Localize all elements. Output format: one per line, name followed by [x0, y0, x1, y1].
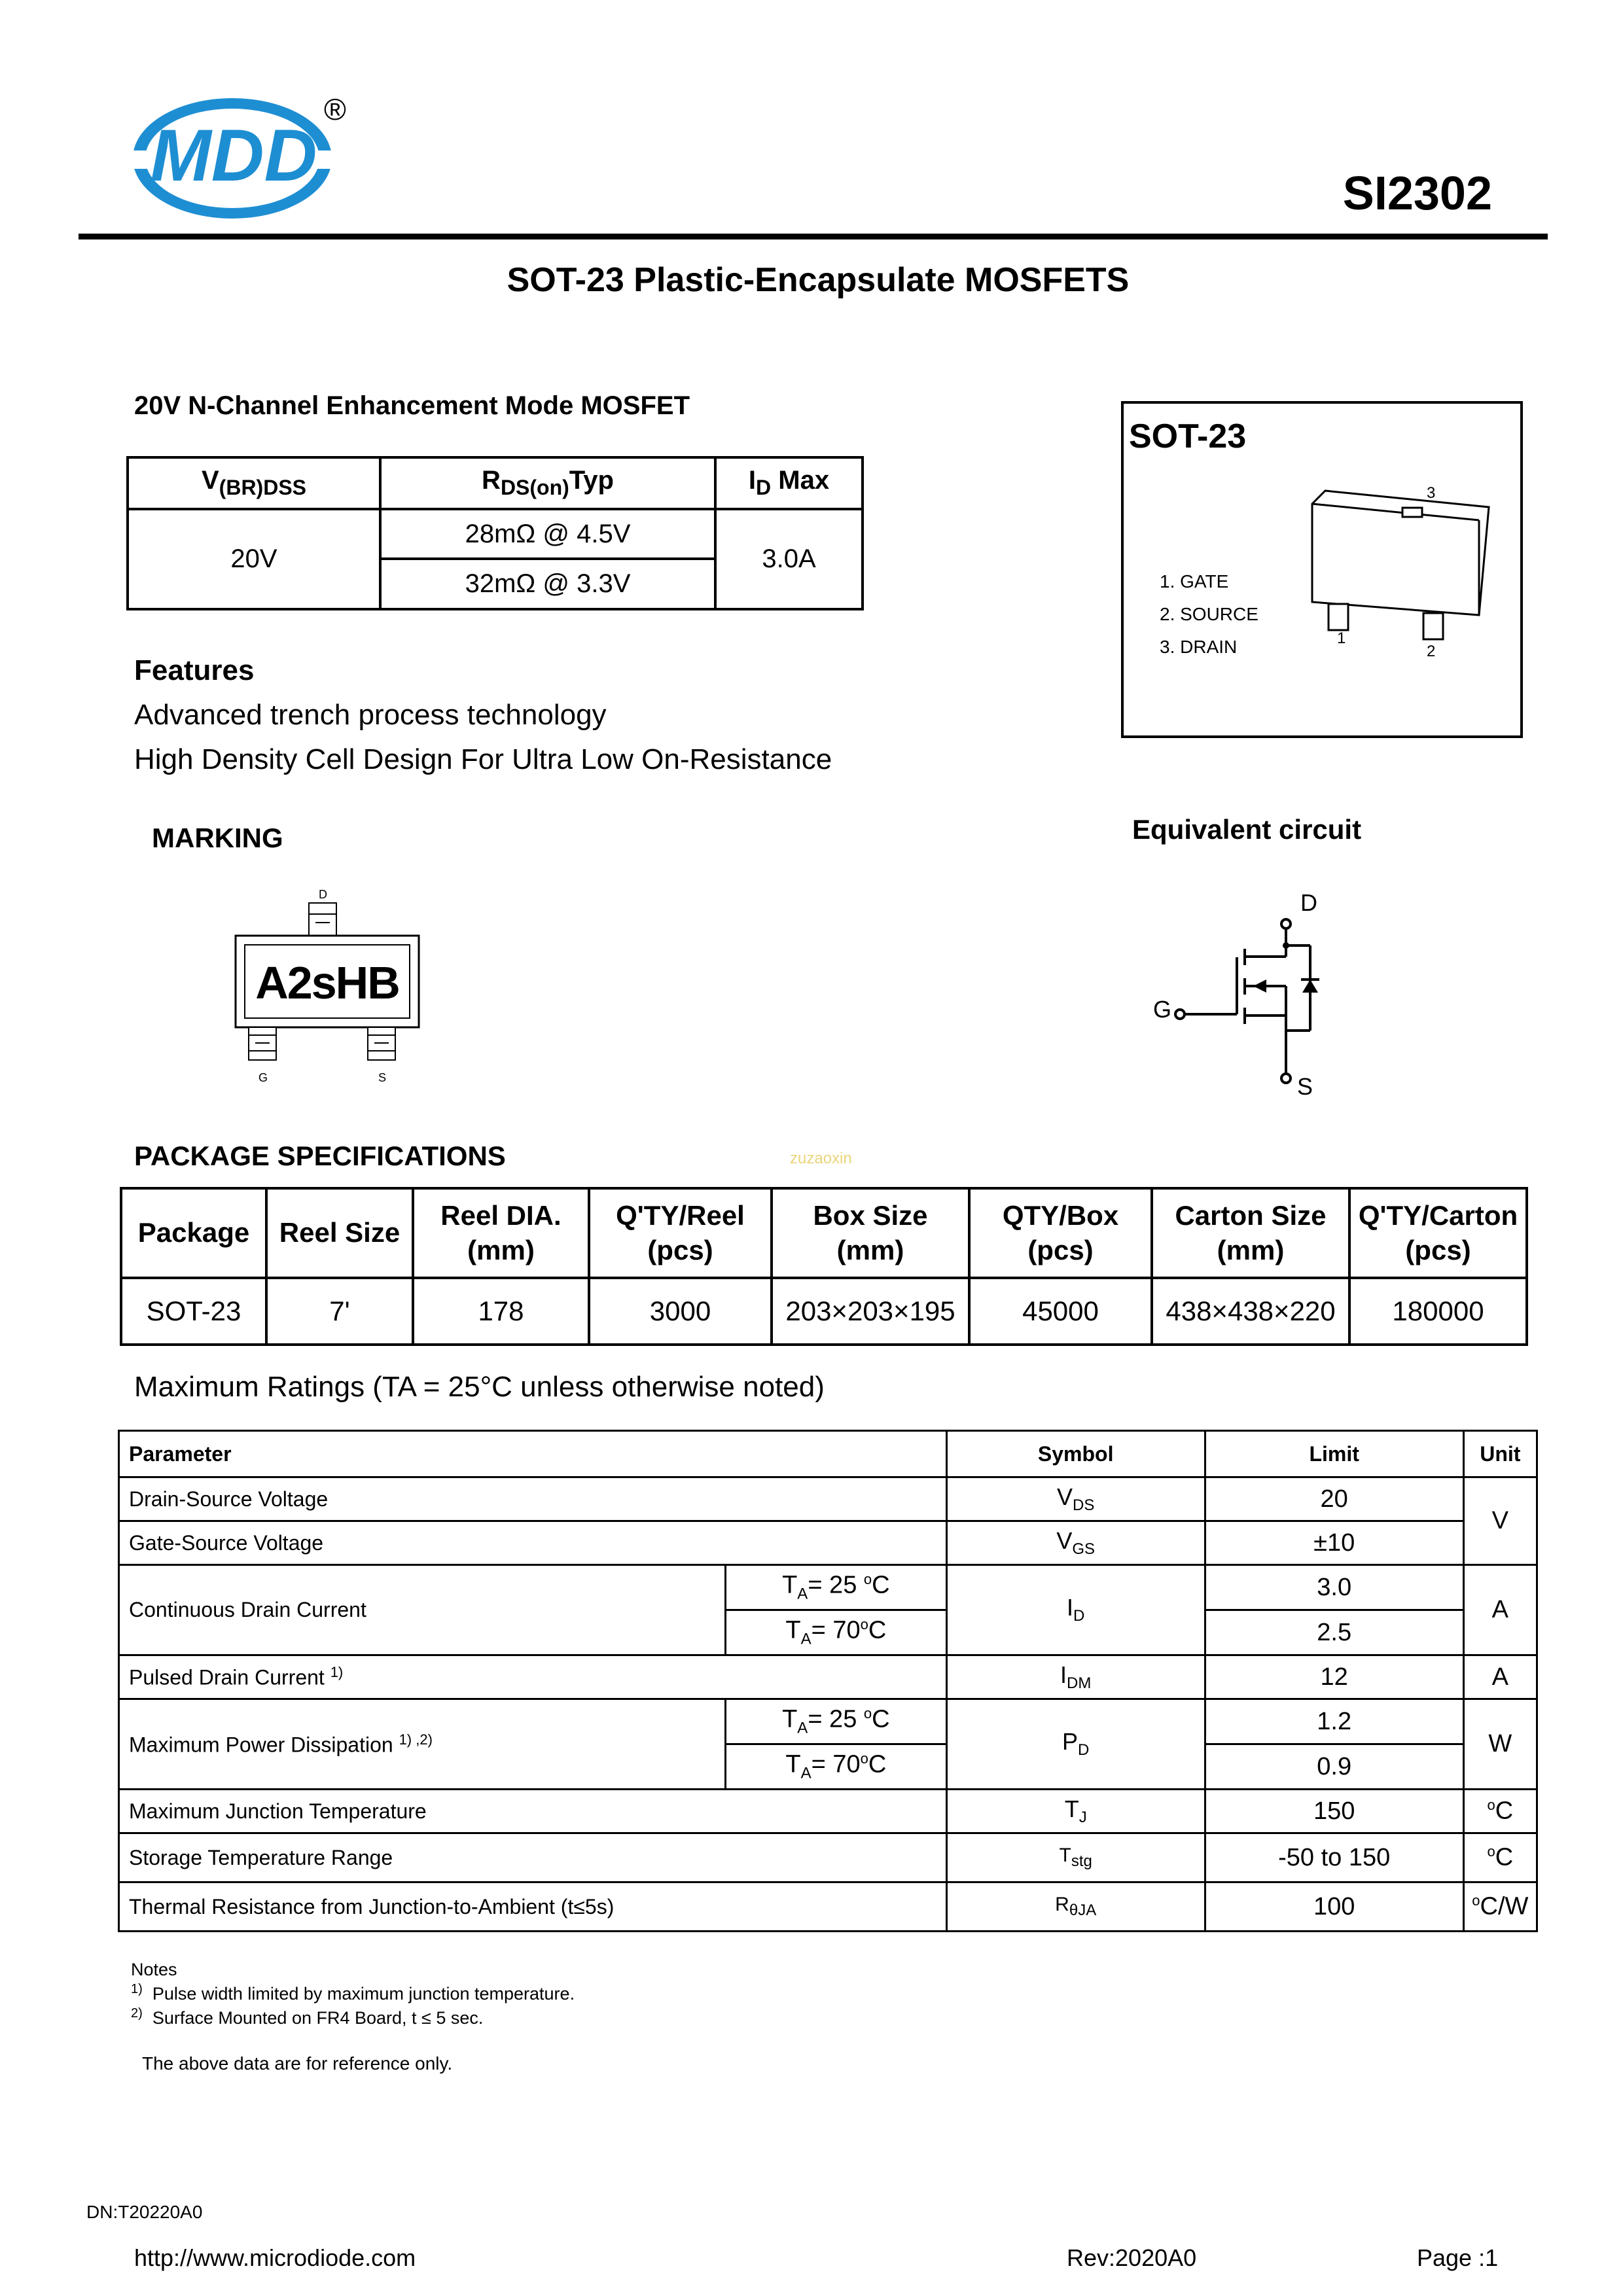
mr-param: Gate-Source Voltage — [119, 1521, 947, 1565]
summary-vbr-value: 20V — [128, 509, 380, 609]
max-ratings-heading: Maximum Ratings (TA = 25°C unless otherwise noted) — [134, 1371, 825, 1403]
page-title: SOT-23 Plastic-Encapsulate MOSFETS — [507, 261, 1130, 299]
mr-symbol: $T_{stg}$ — [946, 1833, 1205, 1882]
notes-heading: Notes — [131, 1960, 177, 1979]
mr-limit: 12 — [1205, 1655, 1463, 1699]
mr-unit: $^o$C — [1463, 1833, 1537, 1882]
marking-pin-s: S — [378, 1071, 387, 1084]
package-box-title: SOT-23 — [1129, 417, 1247, 455]
marking-pin-g: G — [259, 1071, 268, 1084]
summary-heading: 20V N-Channel Enhancement Mode MOSFET — [134, 391, 690, 420]
pkg-header-cell: Reel DIA. (mm) — [413, 1188, 589, 1278]
circuit-label-s: S — [1297, 1073, 1313, 1100]
note-1: $^{1)}$ Pulse width limited by maximum junction temperature. — [131, 1982, 575, 2004]
features-heading: Features — [134, 654, 255, 686]
mr-unit: $^o$C/W — [1463, 1882, 1537, 1932]
mr-symbol: $I_D$ — [946, 1565, 1205, 1655]
circuit-label-g: G — [1153, 996, 1172, 1023]
pin-number-3: 3 — [1427, 484, 1436, 502]
circuit-label-d: D — [1300, 889, 1317, 916]
package-specs-heading: PACKAGE SPECIFICATIONS — [134, 1140, 506, 1171]
mr-unit: $^o$C — [1463, 1790, 1537, 1833]
mr-limit: 100 — [1205, 1882, 1463, 1932]
mr-param: Storage Temperature Range — [119, 1833, 947, 1882]
reference-note: The above data are for reference only. — [142, 2053, 453, 2074]
equivalent-circuit-heading: Equivalent circuit — [1132, 814, 1362, 845]
max-ratings-table — [118, 1430, 1538, 1932]
document-number: DN:T20220A0 — [86, 2202, 203, 2222]
marking-code: A2sHB — [255, 957, 399, 1008]
mr-unit: A — [1463, 1655, 1537, 1699]
mr-limit: 150 — [1205, 1790, 1463, 1833]
summary-id-value: 3.0A — [715, 509, 863, 609]
pkg-cell: 45000 — [969, 1278, 1152, 1345]
pkg-header-cell: Q'TY/Carton (pcs) — [1349, 1188, 1527, 1278]
mr-limit: 1.2 — [1205, 1699, 1463, 1744]
pin-number-1: 1 — [1337, 629, 1346, 647]
mr-header-parameter: Parameter — [119, 1431, 947, 1477]
mr-unit: V — [1463, 1477, 1537, 1565]
mr-symbol: $I_{DM}$ — [946, 1655, 1205, 1699]
website-link[interactable]: http://www.microdiode.com — [134, 2244, 416, 2271]
mr-symbol: $V_{GS}$ — [946, 1521, 1205, 1565]
mr-symbol: $V_{DS}$ — [946, 1477, 1205, 1521]
mr-symbol: $R_{\theta JA}$ — [946, 1882, 1205, 1932]
note-2: $^{2)}$ Surface Mounted on FR4 Board, t ≤ 5 sec. — [131, 2006, 484, 2028]
mr-header-unit: Unit — [1463, 1431, 1537, 1477]
mr-unit: A — [1463, 1565, 1537, 1655]
mr-condition: $T_A= 25$ $^o$C — [726, 1699, 947, 1744]
mr-param: Maximum Power Dissipation $^{1) ,2)}$ — [119, 1699, 726, 1790]
pkg-cell: 438×438×220 — [1152, 1278, 1349, 1345]
pkg-cell: 7' — [266, 1278, 413, 1345]
pin-label-gate: 1. GATE — [1160, 571, 1229, 592]
pkg-cell: 180000 — [1349, 1278, 1527, 1345]
summary-rds-value-1: 28mΩ @ 4.5V — [380, 509, 715, 559]
mr-param: Pulsed Drain Current $^{1)}$ — [119, 1655, 947, 1699]
mr-param: Drain-Source Voltage — [119, 1477, 947, 1521]
mr-limit: 3.0 — [1205, 1565, 1463, 1610]
mr-param: Thermal Resistance from Junction-to-Ambient (t≤5s) — [119, 1882, 947, 1932]
mr-symbol: $T_J$ — [946, 1790, 1205, 1833]
pkg-cell: 3000 — [589, 1278, 772, 1345]
notes-block — [131, 1960, 575, 2028]
mr-unit: W — [1463, 1699, 1537, 1790]
pkg-header-cell: Package — [121, 1188, 266, 1278]
pkg-header-cell: Carton Size (mm) — [1152, 1188, 1349, 1278]
pkg-cell: 178 — [413, 1278, 589, 1345]
marking-pin-d: D — [319, 888, 327, 901]
pin-label-drain: 3. DRAIN — [1160, 637, 1238, 657]
package-specs-table — [120, 1187, 1528, 1346]
mr-limit: 0.9 — [1205, 1744, 1463, 1790]
logo-text: MDD — [150, 115, 317, 196]
mr-limit: 20 — [1205, 1477, 1463, 1521]
pkg-cell: 203×203×195 — [772, 1278, 969, 1345]
mr-header-symbol: Symbol — [946, 1431, 1205, 1477]
sot23-package-drawing — [1299, 484, 1495, 658]
feature-item: High Density Cell Design For Ultra Low On-Resistance — [134, 743, 832, 775]
revision: Rev:2020A0 — [1067, 2244, 1197, 2271]
pin-number-2: 2 — [1427, 643, 1436, 660]
summary-rds-value-2: 32mΩ @ 3.3V — [380, 559, 715, 609]
summary-col-vbr: $V_{(BR)DSS}$ — [128, 457, 380, 509]
pin-label-source: 2. SOURCE — [1160, 604, 1258, 624]
mr-condition: $T_A= 25$ $^o$C — [726, 1565, 947, 1610]
mr-limit: -50 to 150 — [1205, 1833, 1463, 1882]
page-number: Page :1 — [1417, 2244, 1499, 2271]
summary-table — [126, 456, 864, 610]
summary-col-id: $I_D$ Max — [715, 457, 863, 509]
pkg-header-cell: QTY/Box (pcs) — [969, 1188, 1152, 1278]
pkg-header-cell: Reel Size — [266, 1188, 413, 1278]
registered-mark: ® — [324, 92, 346, 126]
mr-param: Continuous Drain Current — [119, 1565, 726, 1655]
summary-col-rds: $R_{DS(on)}Typ$ — [380, 457, 715, 509]
pkg-header-cell: Q'TY/Reel (pcs) — [589, 1188, 772, 1278]
feature-item: Advanced trench process technology — [134, 699, 607, 731]
mr-condition: $T_A= 70^oC$ — [726, 1744, 947, 1790]
mdd-logo — [128, 92, 344, 226]
pkg-header-cell: Box Size (mm) — [772, 1188, 969, 1278]
mr-symbol: $P_D$ — [946, 1699, 1205, 1790]
mr-limit: 2.5 — [1205, 1610, 1463, 1655]
mr-param: Maximum Junction Temperature — [119, 1790, 947, 1833]
watermark-text: zuzaoxin — [790, 1150, 852, 1167]
mr-limit: ±10 — [1205, 1521, 1463, 1565]
mr-condition: $T_A= 70^oC$ — [726, 1610, 947, 1655]
mosfet-symbol — [1171, 913, 1342, 1093]
part-number: SI2302 — [1342, 168, 1492, 220]
mr-header-limit: Limit — [1205, 1431, 1463, 1477]
header-rule — [79, 234, 1548, 239]
marking-heading: MARKING — [152, 822, 283, 853]
pkg-cell: SOT-23 — [121, 1278, 266, 1345]
